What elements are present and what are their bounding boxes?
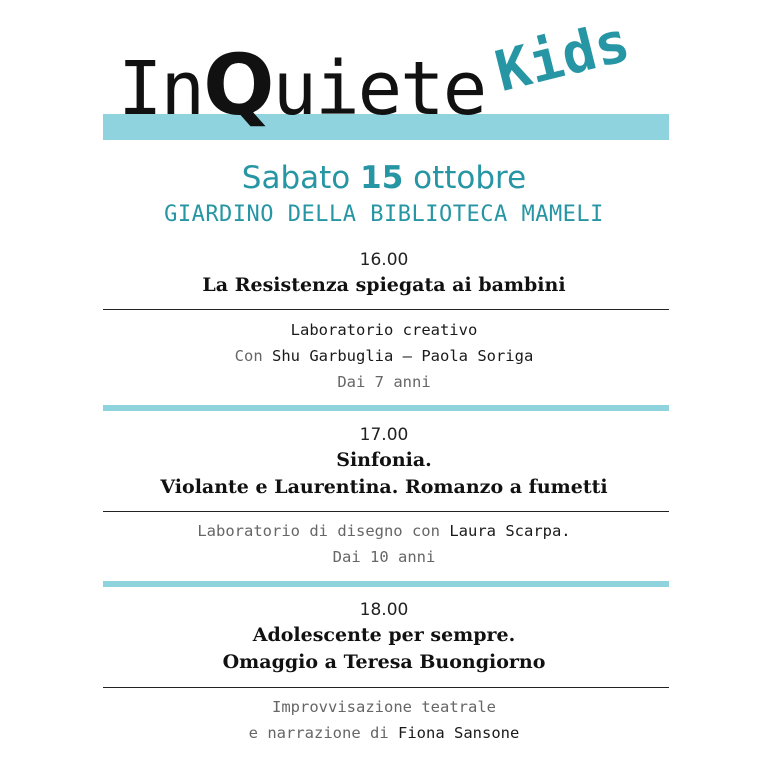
hosts-names: Fiona Sansone [398,724,520,742]
event-details-3 [0,694,768,746]
event-title: La Resistenza spiegata ai bambini [202,274,566,296]
event-details-1 [0,317,768,395]
hosts-prefix: Con [234,347,263,365]
type-name: Laura Scarpa. [449,522,571,540]
event-title-line-2: Omaggio a Teresa Buongiorno [222,651,546,673]
section-band [103,581,669,587]
event-title-line-2: Violante e Laurentina. Romanzo a fumetti [160,476,608,498]
divider-rule [103,687,669,688]
event-logo [0,0,768,160]
event-time: 17.00 [359,425,409,445]
event-details-2 [0,518,768,570]
event-type: Improvvisazione teatrale [272,698,496,716]
divider-rule [103,511,669,512]
logo-wordmark [118,30,485,140]
type-prefix: Laboratorio di disegno con [197,522,440,540]
event-heading-2 [0,423,768,501]
section-band [103,405,669,411]
event-hosts [0,720,768,746]
logo-kids: Kids [489,9,636,105]
event-heading-1 [0,248,768,299]
logo-part-q: Q [203,36,273,134]
logo-part-uiete: uiete [272,46,486,132]
event-time: 16.00 [359,250,409,270]
event-title: Adolescente per sempre. [252,624,516,646]
divider-rule [103,309,669,310]
date-day: Sabato [241,160,351,196]
logo-part-in: In [118,46,204,132]
event-date [0,160,768,196]
event-time: 18.00 [359,600,409,620]
hosts-names: Shu Garbuglia — Paola Soriga [272,347,534,365]
hosts-prefix: e narrazione di [248,724,389,742]
event-type [0,518,768,544]
event-type: Laboratorio creativo [290,321,478,339]
event-title: Sinfonia. [336,449,432,471]
event-hosts [0,343,768,369]
date-number: 15 [360,160,404,196]
date-month: ottobre [413,160,527,196]
event-age: Dai 7 anni [337,373,431,391]
event-venue: GIARDINO DELLA BIBLIOTECA MAMELI [164,202,604,227]
event-age: Dai 10 anni [332,548,436,566]
event-heading-3 [0,598,768,676]
